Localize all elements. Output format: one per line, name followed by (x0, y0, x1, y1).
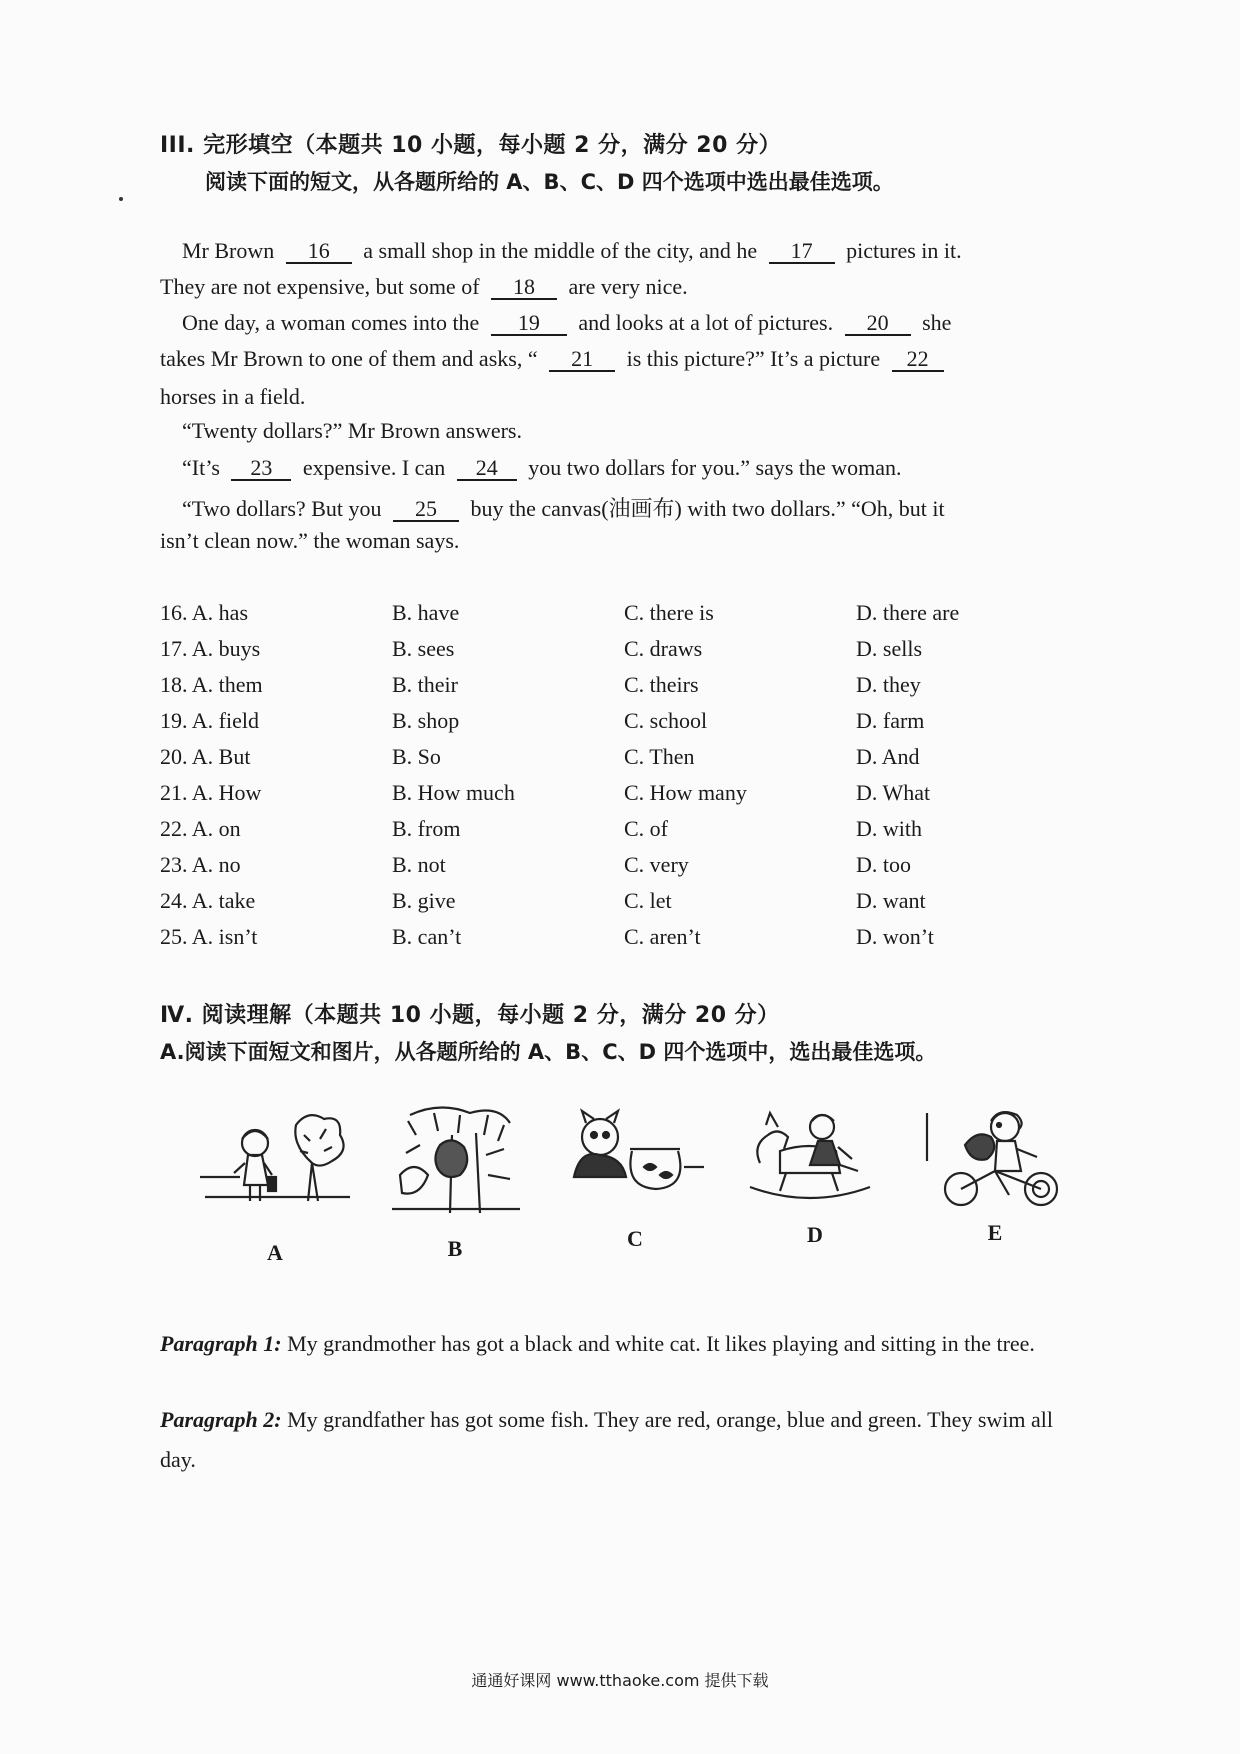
passage-line-2: They are not expensive, but some of 18 are very nice. (160, 274, 688, 299)
passage-line-4: takes Mr Brown to one of them and asks, “ 21 is this picture?” It’s a picture 22 (160, 346, 1060, 372)
footer-source: 通通好课网 www.tthaoke.com 提供下载 (471, 1671, 769, 1690)
blank-19: 19 (491, 312, 567, 336)
paragraph-1-label: Paragraph 1: (160, 1331, 282, 1356)
blank-16: 16 (286, 240, 352, 264)
blank-23: 23 (231, 457, 291, 481)
blank-21: 21 (549, 348, 615, 372)
picture-b-tree-animal (380, 1105, 530, 1215)
blank-24: 24 (457, 457, 517, 481)
passage-line-8: “Two dollars? But you 25 buy the canvas(油画布) with two dollars.” “Oh, but it (182, 496, 945, 521)
passage-line-1: Mr Brown 16 a small shop in the middle of the city, and he 17 pictures in it. (182, 238, 962, 263)
stray-dot (119, 197, 123, 201)
paragraph-1-text: My grandmother has got a black and white cat. It likes playing and sitting in the tree. (281, 1331, 1035, 1356)
passage-line-6: “Twenty dollars?” Mr Brown answers. (182, 418, 522, 443)
paragraph-2-text: My grandfather has got some fish. They are red, orange, blue and green. They swim all day. (160, 1407, 1054, 1472)
paragraph-2 (160, 1400, 1090, 1480)
picture-e-boy-bicycle (925, 1105, 1075, 1215)
picture-a-girl-tree (200, 1105, 350, 1215)
blank-18: 18 (491, 276, 557, 300)
section-3-instruction: 阅读下面的短文，从各题所给的 A、B、C、D 四个选项中选出最佳选项。 (205, 170, 894, 194)
blank-25: 25 (393, 498, 459, 522)
exam-page: III. 完形填空（本题共 10 小题，每小题 2 分，满分 20 分） 阅读下面的短文，从各题所给的 A、B、C、D 四个选项中选出最佳选项。 Mr Brown 16 a small shop in the middle of the city, and he 17 pictures in it. They are not expensive, but some of 18 are very nice. One day, a woman comes into the 19 and looks at a lot of pictures. 20 she takes Mr Brown to one of them and asks, “ 21 is this picture?” It’s a picture 22 horses in a field. “Twenty dollars?” Mr Brown answers. “It’s 23 expensive. I can 24 you two dollars for you.” says the woman. “Two dollars? But you 25 buy the canvas(油画布) with two dollars.” “Oh, but it isn’t clean now.” the woman says. 16. A. has B. have C. there is D. there are 17. A. buys B. sees C. draws D. sells 18. A. them B. their C. theirs D. they 19. A. field B. shop C. school D. farm 20. A. But B. So C. Then D. And 21. A. How B. How much C. How many D. What 22. A. on B. from C. of D. with 23. A. no B. not C. very D. too 24. A. take B. give C. let D. want 25. A. isn’t B. can’t C. aren’t D. won’t Ⅳ. 阅读理解（本题共 10 小题，每小题 2 分，满分 20 分） A.阅读下面短文和图片，从各题所给的 A、B、C、D 四个选项中，选出最佳选项。 A B C D E Paragraph 1: My grandmother has got a black and white cat. It likes playing and sitting in the tree. Paragraph 2: My grandfather has got some fish. They are red, orange, blue and green. They swim all day. 通通好课网 www.tthaoke.com 提供下载 (0, 0, 1240, 1754)
picture-label-c: C (627, 1226, 643, 1251)
picture-label-d: D (807, 1222, 823, 1247)
section-3-title: III. 完形填空（本题共 10 小题，每小题 2 分，满分 20 分） (160, 133, 782, 158)
picture-label-a: A (267, 1240, 283, 1265)
passage-line-5: horses in a field. (160, 384, 306, 409)
picture-label-b: B (447, 1236, 463, 1261)
blank-22: 22 (892, 348, 944, 372)
picture-c-cat-fishbowl (560, 1105, 710, 1215)
blank-17: 17 (769, 240, 835, 264)
picture-d-child-rocking-horse (740, 1105, 890, 1215)
passage-line-9: isn’t clean now.” the woman says. (160, 528, 460, 553)
passage-line-3: One day, a woman comes into the 19 and looks at a lot of pictures. 20 she (182, 310, 952, 335)
blank-20: 20 (845, 312, 911, 336)
picture-label-e: E (987, 1220, 1003, 1245)
section-4-instruction: A.阅读下面短文和图片，从各题所给的 A、B、C、D 四个选项中，选出最佳选项。 (160, 1040, 937, 1064)
section-4-title: Ⅳ. 阅读理解（本题共 10 小题，每小题 2 分，满分 20 分） (160, 1003, 780, 1028)
paragraph-1 (160, 1324, 1090, 1364)
passage-line-7: “It’s 23 expensive. I can 24 you two dollars for you.” says the woman. (182, 455, 902, 480)
paragraph-2-label: Paragraph 2: (160, 1407, 282, 1432)
